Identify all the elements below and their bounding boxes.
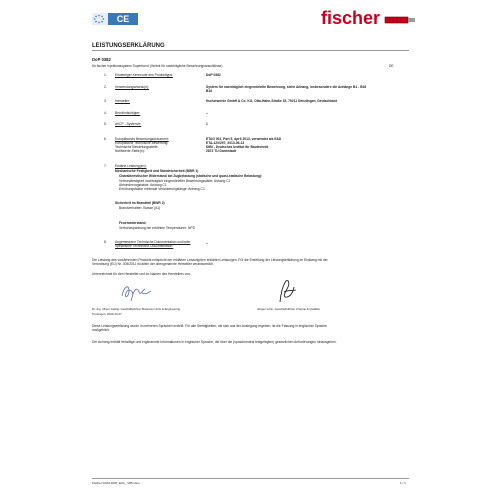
item-2-label: Verwendungszweck(e): bbox=[115, 85, 150, 89]
ce-label: CE bbox=[116, 14, 130, 25]
item-6-row-4-value: 2873 TU Darmstadt bbox=[206, 149, 236, 153]
doc-title: LEISTUNGSERKLÄRUNG bbox=[92, 43, 165, 49]
bwr1-title: Mechanische Festigkeit und Standsicherheit (BWR 1) bbox=[115, 169, 199, 173]
country-code: DE bbox=[389, 64, 394, 68]
item-3-value: fischerwerke GmbH & Co. KG, Otto-Hahn-Straße 15, 79211 Denzlingen, Deutschland bbox=[206, 99, 338, 103]
signer-right: Jürgen Grün, Geschäftsführer Chemie & Qualität bbox=[257, 307, 320, 311]
ce-badge bbox=[92, 13, 138, 25]
language-note-line-2: maßgeblich. bbox=[92, 328, 110, 332]
item-4-label: Bevollmächtigter: bbox=[115, 111, 141, 115]
item-6-row-3-value: DIBt - Deutsches Institut für Bautechnik bbox=[206, 145, 269, 149]
conformity-text-line-2: Verordnung (EU) Nr. 305/2011 ist allein der obengenannte Hersteller verantwortlich. bbox=[92, 262, 214, 266]
item-8-label-1: Angemessene Technische Dokumentation und/oder bbox=[115, 240, 191, 244]
fischer-logo bbox=[321, 8, 421, 28]
signature-right bbox=[272, 278, 302, 306]
annex-note: Der Anhang enthält freiwillige und ergänzende Informationen in englischer Sprache, die über die (sprachneutral festgelegten) gesetzlichen Anforderungen hinausgehen. bbox=[92, 340, 337, 344]
fire-resistance-line-1: Verbundspannung bei erhöhten Temperaturen: NPD bbox=[119, 226, 196, 230]
item-1-number: 1. bbox=[104, 73, 107, 77]
signed-for-text: Unterzeichnet für den Hersteller und im Namen des Herstellers von: bbox=[92, 272, 191, 276]
item-7-label: Erklärte Leistung(en): bbox=[115, 164, 147, 168]
item-4-value: -- bbox=[206, 111, 209, 115]
item-8-label-2: Spezifische Technische Dokumentation: bbox=[115, 244, 174, 248]
item-6-row-1-label: Europäisches Bewertungsdokument: bbox=[115, 137, 169, 141]
item-8-value: -- bbox=[206, 241, 209, 245]
anchor-plug-icon bbox=[385, 17, 415, 23]
title-rule bbox=[92, 50, 409, 51]
bwr1-subtitle: Charakteristischer Widerstand bei Zugbelastung (statische und quasi-statische Belastung): bbox=[119, 174, 263, 178]
item-6-row-2-label: Europäische Technische Bewertung: bbox=[115, 141, 169, 145]
bwr1-line-1: Verbundfestigkeit nachträglich eingemörtelter Bewehrungsstäbe: Anhang C1 bbox=[119, 179, 231, 183]
item-6-row-1-value: ETAG 001, Part 5, April 2013, verwendet als EAD bbox=[206, 137, 282, 141]
item-1-value: DoP 0382 bbox=[206, 73, 221, 77]
doc-subtitle: für fischer Injektionssystem Superbond (Verbot für nachträgliche Bewehrungsanschlüsse) bbox=[92, 64, 223, 68]
dop-id: DoP 0382 bbox=[92, 57, 111, 62]
bwr2-title: Sicherheit im Brandfall (BWR 2) bbox=[115, 201, 165, 205]
item-3-number: 3. bbox=[104, 99, 107, 103]
item-5-value: 1 bbox=[206, 122, 208, 126]
item-2-value-cont: B16 bbox=[206, 89, 213, 93]
fire-resistance-title: Feuerwiderstand: bbox=[119, 221, 147, 225]
signature-left bbox=[118, 281, 154, 303]
item-6-row-4-label: Notifizierte Stelle(n): bbox=[115, 149, 145, 153]
conformity-text-line-1: Die Leistung des vorstehenden Produkts entspricht der erklärten Leistung/den erklärten Leistungen. Für die Erstellung der Leistungserklärung im Einklang mit der bbox=[92, 258, 328, 262]
item-4-number: 4. bbox=[104, 111, 107, 115]
language-note-line-1: Diese Leistungserklärung wurde in mehreren Sprachen erstellt. Für alle Streitigkeiten, die sich aus der Auslegung ergeben, ist die Fassung in englischer Sprache bbox=[92, 324, 327, 328]
item-7-number: 7. bbox=[104, 164, 107, 168]
bwr1-line-2: Abminderungsfaktor: Anhang C1 bbox=[119, 183, 167, 187]
item-8-number: 8. bbox=[104, 240, 107, 244]
item-5-label: AVCP - System/e: bbox=[115, 122, 142, 126]
item-1-label: Eindeutiger Kenncode des Produkttyps: bbox=[115, 73, 173, 77]
bwr1-line-3: Erhöhungsfaktor minimale Verankerungslänge: Anhang C1 bbox=[119, 187, 205, 191]
item-3-label: Hersteller: bbox=[115, 99, 131, 103]
bwr2-line-1: Brandverhalten: Klasse (A1) bbox=[119, 206, 161, 210]
signer-left: Dr.-Ing. Oliver Geibig, Geschäftsführer Business Units & Engineering bbox=[92, 307, 181, 311]
item-6-number: 6. bbox=[104, 137, 107, 141]
item-5-number: 5. bbox=[104, 122, 107, 126]
item-2-value: System für nachträglich eingemörtelte Bewehrung, siehe Anhang, insbesondere die Anhänge B1 - B16 bbox=[206, 85, 367, 89]
brand-wordmark: fischer bbox=[321, 8, 381, 28]
footer-filename: Fischer DATA DOP_ECs_ V85.xlsm bbox=[92, 481, 140, 485]
place-date: Tumlingen, 2020-12-07 bbox=[92, 312, 122, 316]
footer-page-number: 1 / 1 bbox=[400, 481, 406, 485]
item-6-row-2-value: ETA-12/0297; 2013-06-13 bbox=[206, 141, 245, 145]
footer-rule bbox=[92, 478, 409, 479]
item-2-number: 2. bbox=[104, 85, 107, 89]
item-6-row-3-label: Technische Bewertungsstelle: bbox=[115, 145, 159, 149]
